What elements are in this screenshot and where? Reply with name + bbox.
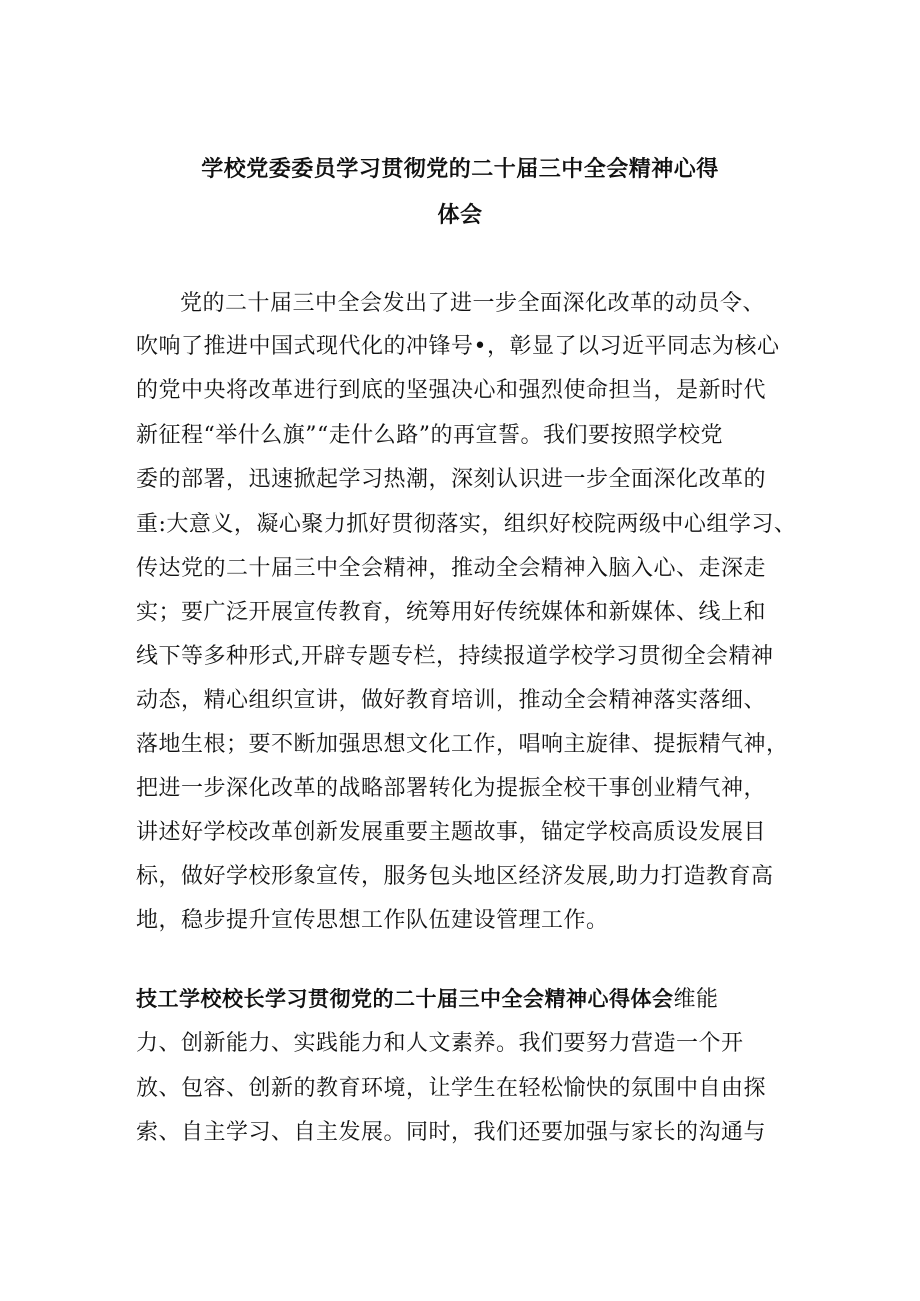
document-title-line-1: 学校党委委员学习贯彻党的二十届三中全会精神心得 [201, 157, 719, 182]
paragraph-1-line: 讲述好学校改革创新发展重要主题故事，锚定学校高质设发展目 [136, 820, 767, 845]
paragraph-1-line: 委的部署，迅速掀起学习热潮，深刻认识进一步全面深化改革的 [136, 467, 767, 492]
paragraph-1-line: 动态，精心组织宣讲，做好教育培训，推动全会精神落实落细、 [136, 688, 767, 713]
section-heading-continuation: 维能 [673, 987, 719, 1012]
paragraph-1-line: 吹响了推进中国式现代化的冲锋号•，彰显了以习近平同志为核心 [136, 334, 780, 359]
paragraph-1-line: 新征程“举什么旗”“走什么路”的再宣誓。我们要按照学校党 [136, 423, 723, 448]
paragraph-2-first-line [136, 977, 719, 1022]
paragraph-2-line: 索、自主学习、自主发展。同时，我们还要加强与家长的沟通与 [136, 1120, 767, 1145]
paragraph-1-line: 党的二十届三中全会发出了进一步全面深化改革的动员令、 [180, 291, 766, 316]
section-heading: 技工学校校长学习贯彻党的二十届三中全会精神心得体会 [136, 987, 674, 1011]
paragraph-2-line: 力、创新能力、实践能力和人文素养。我们要努力营造一个开 [136, 1031, 744, 1056]
paragraph-1-line: 重:大意义，凝心聚力抓好贯彻落实，组织好校院两级中心组学习、 [136, 512, 797, 537]
paragraph-2-line: 放、包容、创新的教育环境，让学生在轻松愉快的氛围中自由探 [136, 1076, 767, 1101]
paragraph-1-line: 线下等多种形式,开辟专题专栏，持续报道学校学习贯彻全会精神 [136, 644, 774, 669]
paragraph-1-line: 实；要广泛开展宣传教育，统筹用好传统媒体和新媒体、线上和 [136, 600, 767, 625]
paragraph-1-line: 传达党的二十届三中全会精神，推动全会精神入脑入心、走深走 [136, 556, 767, 581]
paragraph-1-line: 把进一步深化改革的战略部署转化为提振全校干事创业精气神， [136, 776, 767, 801]
paragraph-1-line: 的党中央将改革进行到底的坚强决心和强烈使命担当，是新时代 [136, 378, 767, 403]
paragraph-1-line: 标，做好学校形象宣传，服务包头地区经济发展,助力打造教育高 [136, 864, 774, 889]
document-title-line-2: 体会 [437, 203, 483, 228]
paragraph-1-line: 地，稳步提升宣传思想工作队伍建设管理工作。 [136, 908, 609, 933]
paragraph-1-line: 落地生根；要不断加强思想文化工作，唱响主旋律、提振精气神， [136, 732, 789, 757]
